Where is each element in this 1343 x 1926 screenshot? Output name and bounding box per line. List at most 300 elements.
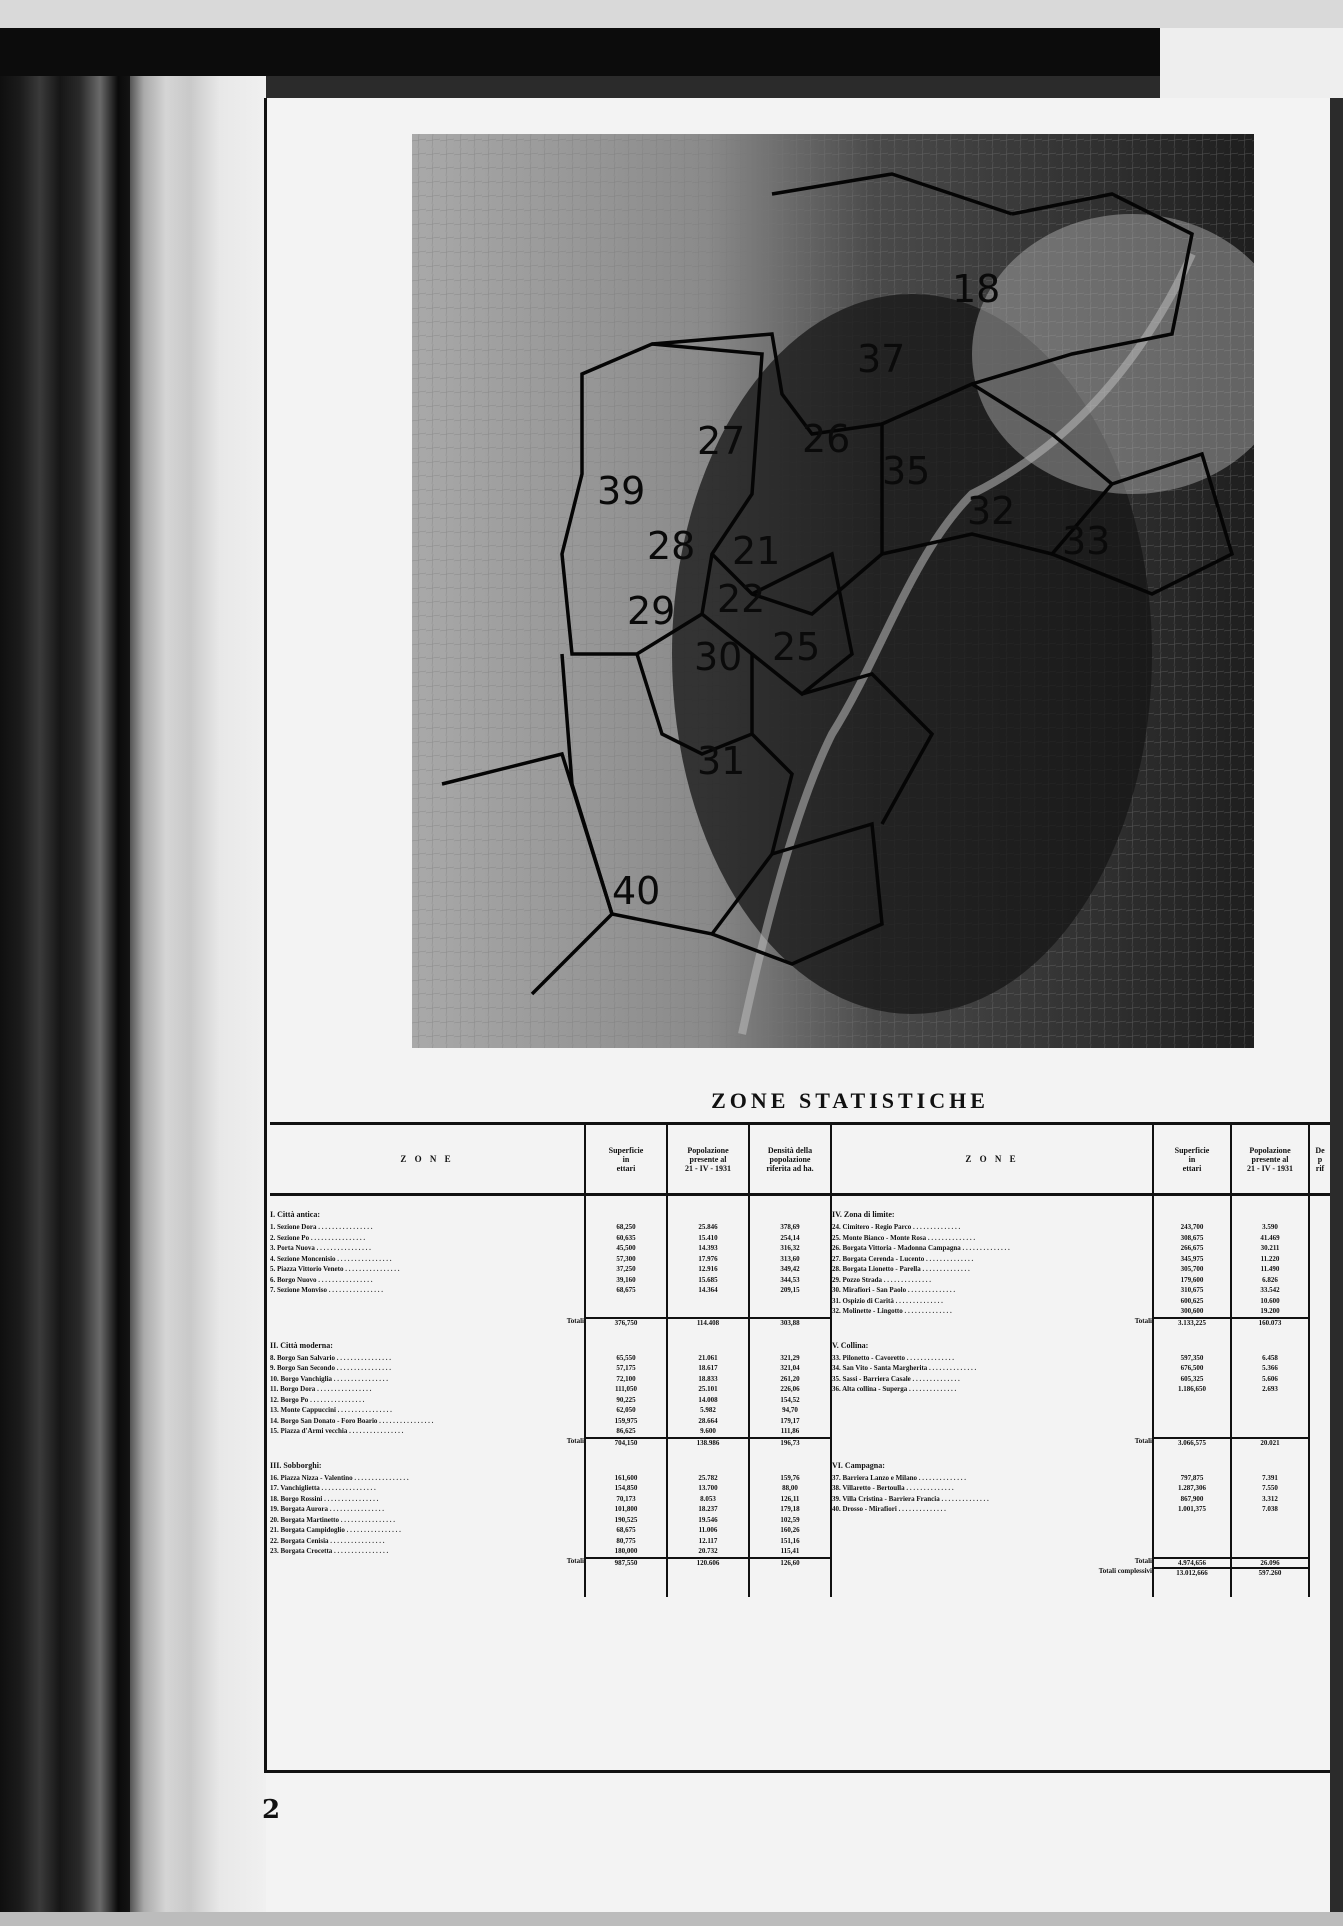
zone-population: 30.211 <box>1260 1244 1280 1252</box>
total-density: 303,88 <box>750 1317 830 1327</box>
table-cell <box>270 1437 585 1447</box>
zone-area: 57,175 <box>616 1364 636 1372</box>
map-zone-label: 30 <box>694 635 743 679</box>
zone-name: 24. Cimitero - Regio Parco <box>832 1223 912 1231</box>
section-title: I. Città antica: <box>270 1210 320 1219</box>
zone-population: 25.101 <box>698 1385 718 1393</box>
zone-density: 378,69 <box>780 1223 800 1231</box>
zone-population: 25.782 <box>698 1473 718 1482</box>
table-section-row <box>270 1327 1330 1437</box>
zone-area: 1.001,375 <box>1178 1505 1206 1513</box>
zone-area: 1.287,306 <box>1178 1484 1206 1492</box>
zone-name: 20. Borgata Martinetto <box>270 1515 340 1524</box>
zone-population: 18.833 <box>698 1374 718 1383</box>
zone-name: 32. Molinette - Lingotto <box>832 1307 903 1315</box>
table-cell <box>1231 1317 1309 1327</box>
leader-dots: . . . . . . . . . . . . . . . . <box>344 1526 401 1534</box>
table-cell <box>1153 1317 1231 1327</box>
header-density-line: riferita ad ha. <box>766 1163 814 1173</box>
leader-dots: . . . . . . . . . . . . . . . . <box>326 1286 383 1294</box>
map-zone-label: 37 <box>857 337 906 381</box>
table-cell <box>749 1567 831 1597</box>
zone-population: 19.200 <box>1260 1307 1280 1315</box>
table-row <box>270 1483 584 1494</box>
leader-dots: . . . . . . . . . . . . . . <box>907 1385 957 1393</box>
table-cell <box>585 1447 667 1557</box>
total-area: 3.066,575 <box>1154 1437 1230 1447</box>
leader-dots: . . . . . . . . . . . . . . <box>904 1353 954 1362</box>
section-title-spacer <box>586 1341 666 1353</box>
table-row <box>270 1473 584 1484</box>
leader-dots: . . . . . . . . . . . . . . . . <box>322 1494 379 1503</box>
zone-population: 15.410 <box>698 1233 718 1242</box>
leader-dots: . . . . . . . . . . . . . . . . <box>308 1395 365 1404</box>
table-cell <box>585 1195 667 1317</box>
zone-name: 36. Alta collina - Superga <box>832 1385 908 1393</box>
leader-dots: . . . . . . . . . . . . . . . . <box>377 1416 434 1425</box>
zone-density: 321,04 <box>780 1364 800 1372</box>
table-row <box>270 1426 584 1437</box>
total-population: 26.096 <box>1232 1557 1308 1567</box>
header-area-line: in <box>622 1154 630 1164</box>
table-row <box>270 1384 584 1395</box>
section-title: III. Sobborghi: <box>270 1460 322 1470</box>
section-title-spacer <box>1232 1461 1308 1473</box>
map-zone-label: 25 <box>772 625 821 669</box>
table-row <box>832 1285 1152 1296</box>
zone-name: 11. Borgo Dora <box>270 1385 316 1393</box>
zone-density: 160,26 <box>780 1526 800 1534</box>
zone-density: 126,11 <box>780 1494 800 1503</box>
zone-area: 161,600 <box>614 1473 638 1482</box>
leader-dots: . . . . . . . . . . . . . . <box>920 1265 970 1273</box>
section-title-spacer <box>586 1210 666 1222</box>
table-cell <box>270 1557 585 1567</box>
table-cell <box>1309 1567 1330 1597</box>
scan-left-shadow <box>0 76 130 1926</box>
leader-dots: . . . . . . . . . . . . . . . . <box>334 1364 391 1372</box>
table-row <box>270 1525 584 1536</box>
table-section-row <box>270 1447 1330 1557</box>
zone-population: 25.846 <box>698 1223 718 1231</box>
table-cell <box>667 1447 749 1557</box>
leader-dots: . . . . . . . . . . . . . . . . <box>343 1265 400 1273</box>
header-density <box>749 1124 831 1195</box>
zone-density: 179,18 <box>780 1505 800 1513</box>
header-density-right-line: De <box>1315 1145 1325 1155</box>
table-row <box>270 1222 584 1233</box>
zone-area: 190,525 <box>614 1515 638 1524</box>
table-cell <box>667 1567 749 1597</box>
header-density-right-line: p <box>1317 1154 1323 1164</box>
zone-name: 21. Borgata Campidoglio <box>270 1526 345 1534</box>
table-cell <box>1309 1327 1330 1437</box>
leader-dots: . . . . . . . . . . . . . . . . <box>328 1536 385 1545</box>
zone-name: 23. Borgata Crocetta <box>270 1547 333 1555</box>
table-cell <box>831 1447 1153 1557</box>
page-title: ZONE STATISTICHE <box>711 1088 989 1113</box>
table-cell <box>667 1327 749 1437</box>
zone-name: 22. Borgata Cenisia <box>270 1536 329 1545</box>
table-cell <box>1231 1447 1309 1557</box>
zone-population: 11.006 <box>698 1526 718 1534</box>
zone-population: 8.053 <box>700 1494 716 1503</box>
map-zone-label: 39 <box>597 469 646 513</box>
zone-name: 1. Sezione Dora <box>270 1223 317 1231</box>
table-cell <box>831 1195 1153 1317</box>
zone-area: 600,625 <box>1180 1296 1204 1305</box>
header-population-line: 21 - IV - 1931 <box>684 1163 732 1173</box>
table-cell <box>1231 1195 1309 1317</box>
table-cell <box>1231 1557 1309 1567</box>
table-grand-total-row <box>270 1567 1330 1597</box>
zone-area: 310,675 <box>1180 1286 1204 1294</box>
zone-population: 12.916 <box>698 1265 718 1273</box>
section-title-spacer <box>1154 1210 1230 1222</box>
table-cell <box>1309 1557 1330 1567</box>
table-cell <box>585 1567 667 1597</box>
table-total-row <box>270 1557 1330 1567</box>
zone-area: 605,325 <box>1180 1374 1204 1383</box>
table-cell <box>667 1317 749 1327</box>
zone-density: 313,60 <box>780 1254 800 1263</box>
table-cell <box>667 1195 749 1317</box>
table-cell <box>1153 1195 1231 1317</box>
zone-density: 154,52 <box>780 1395 800 1404</box>
header-area-line: ettari <box>616 1163 636 1173</box>
zone-density: 94,70 <box>782 1406 798 1414</box>
zone-population: 15.685 <box>698 1275 718 1284</box>
zone-population: 7.391 <box>1262 1473 1278 1482</box>
total-population: 20.021 <box>1232 1437 1308 1447</box>
zone-name: 26. Borgata Vittoria - Madonna Campagna <box>832 1244 961 1252</box>
leader-dots: . . . . . . . . . . . . . . . . <box>309 1233 366 1242</box>
zone-density: 115,41 <box>780 1547 800 1555</box>
zone-density: 321,29 <box>780 1353 800 1362</box>
grand-total-population: 597.260 <box>1232 1567 1308 1577</box>
table-row <box>832 1483 1152 1494</box>
zone-area: 676,500 <box>1180 1364 1204 1372</box>
header-area-right-line: ettari <box>1182 1163 1202 1173</box>
scan-white-corner <box>1160 28 1343 98</box>
table-header-row <box>270 1124 1330 1195</box>
table-cell <box>270 1447 585 1557</box>
map-zone-label: 40 <box>612 869 661 913</box>
grand-total-area: 13.012,666 <box>1154 1567 1230 1577</box>
table-cell <box>749 1557 831 1567</box>
table-row <box>270 1504 584 1515</box>
zone-area: 179,600 <box>1180 1275 1204 1284</box>
table-row <box>832 1353 1152 1364</box>
table-row <box>270 1395 584 1406</box>
leader-dots: . . . . . . . . . . . . . . . . <box>316 1275 373 1284</box>
table-row <box>832 1504 1152 1515</box>
leader-dots: . . . . . . . . . . . . . . <box>916 1473 966 1482</box>
zone-name: 31. Ospizio di Carità <box>832 1296 894 1305</box>
zone-density: 261,20 <box>780 1374 800 1383</box>
section-title: II. Città moderna: <box>270 1340 333 1350</box>
header-population-right <box>1231 1124 1309 1195</box>
zone-name: 19. Borgata Aurora <box>270 1505 329 1513</box>
table-row <box>270 1243 584 1254</box>
table-row <box>832 1494 1152 1505</box>
table-cell <box>831 1567 1153 1597</box>
table-row <box>832 1296 1152 1307</box>
zone-name: 34. San Vito - Santa Margherita <box>832 1364 928 1372</box>
scan-black-bar <box>0 28 1160 76</box>
header-population-line: presente al <box>689 1154 727 1164</box>
zone-name: 33. Pilonetto - Cavoretto <box>832 1353 905 1362</box>
zone-population: 9.600 <box>700 1427 716 1435</box>
total-population: 114.408 <box>668 1317 748 1327</box>
map-zone-label: 27 <box>697 419 746 463</box>
leader-dots: . . . . . . . . . . . . . . . . <box>316 1223 373 1231</box>
zone-name: 5. Piazza Vittorio Veneto <box>270 1265 344 1273</box>
zone-density: 209,15 <box>780 1286 800 1294</box>
table-cell <box>1231 1437 1309 1447</box>
table-row <box>270 1363 584 1374</box>
section-title: VI. Campagna: <box>832 1460 885 1470</box>
section-title: IV. Zona di limite: <box>832 1210 895 1219</box>
total-label: Totali <box>566 1556 584 1565</box>
zone-population: 14.393 <box>698 1244 718 1252</box>
leader-dots: . . . . . . . . . . . . . . <box>927 1364 977 1372</box>
leader-dots: . . . . . . . . . . . . . . <box>881 1275 931 1284</box>
table-cell <box>270 1195 585 1317</box>
zone-area: 65,550 <box>616 1353 636 1362</box>
table-row <box>270 1264 584 1275</box>
leader-dots: . . . . . . . . . . . . . . <box>904 1484 954 1492</box>
leader-dots: . . . . . . . . . . . . . . . . <box>315 1385 372 1393</box>
total-area: 376,750 <box>586 1317 666 1327</box>
zone-name: 7. Sezione Monviso <box>270 1286 327 1294</box>
zone-area: 154,850 <box>614 1484 638 1492</box>
header-density-right <box>1309 1124 1330 1195</box>
total-label: Totali <box>566 1316 584 1325</box>
zone-population: 5.982 <box>700 1406 716 1414</box>
header-population-right-line: presente al <box>1251 1154 1289 1164</box>
table-cell <box>1309 1437 1330 1447</box>
zone-name: 10. Borgo Vanchiglia <box>270 1374 333 1383</box>
table-cell <box>585 1317 667 1327</box>
zone-name: 9. Borgo San Secondo <box>270 1364 335 1372</box>
table-section-row <box>270 1195 1330 1317</box>
page-frame-bottom <box>264 1770 1330 1773</box>
table-cell <box>270 1327 585 1437</box>
table-row <box>270 1353 584 1364</box>
section-title-spacer <box>1310 1210 1330 1222</box>
table-row <box>270 1285 584 1296</box>
zone-name: 38. Villaretto - Bertoulla <box>832 1484 905 1492</box>
zone-population: 11.490 <box>1260 1265 1280 1273</box>
leader-dots: . . . . . . . . . . . . . . <box>924 1254 974 1263</box>
table-cell <box>749 1327 831 1437</box>
table-cell <box>1153 1557 1231 1567</box>
table-row <box>270 1515 584 1526</box>
zone-statistics-table <box>270 1122 1330 1597</box>
map-zone-label: 28 <box>647 524 696 568</box>
table-cell <box>585 1327 667 1437</box>
table-row <box>832 1384 1152 1395</box>
table-row <box>832 1243 1152 1254</box>
header-area-right <box>1153 1124 1231 1195</box>
zone-area: 37,250 <box>616 1265 636 1273</box>
leader-dots: . . . . . . . . . . . . . . . . <box>319 1484 376 1492</box>
table-cell <box>585 1557 667 1567</box>
zone-area: 243,700 <box>1180 1223 1204 1231</box>
table-row <box>270 1546 584 1557</box>
zone-population: 20.732 <box>698 1547 718 1555</box>
table-cell <box>831 1327 1153 1437</box>
table-cell <box>749 1437 831 1447</box>
map-zone-label: 35 <box>882 449 931 493</box>
zone-area: 68,675 <box>616 1526 636 1534</box>
zone-name: 14. Borgo San Donato - Foro Boario <box>270 1416 378 1425</box>
leader-dots: . . . . . . . . . . . . . . . . <box>332 1374 389 1383</box>
table-cell <box>1153 1437 1231 1447</box>
table-cell <box>1309 1447 1330 1557</box>
table-row <box>270 1494 584 1505</box>
total-label: Totali <box>1134 1556 1152 1565</box>
table-cell <box>1231 1327 1309 1437</box>
header-zone-right: Z O N E <box>831 1124 1153 1195</box>
zone-population: 6.826 <box>1262 1275 1278 1284</box>
leader-dots: . . . . . . . . . . . . . . . . <box>352 1473 409 1482</box>
section-title-spacer <box>1232 1341 1308 1353</box>
zone-name: 18. Borgo Rossini <box>270 1494 323 1503</box>
zone-density: 159,76 <box>780 1473 800 1482</box>
header-area-right-line: Superficie <box>1174 1145 1210 1155</box>
zone-population: 21.061 <box>698 1353 718 1362</box>
zone-name: 8. Borgo San Salvario <box>270 1353 335 1362</box>
section-title-spacer <box>1310 1461 1330 1473</box>
leader-dots: . . . . . . . . . . . . . . <box>893 1296 943 1305</box>
zone-density: 226,06 <box>780 1385 800 1393</box>
leader-dots: . . . . . . . . . . . . . . . . <box>335 1406 392 1414</box>
header-area <box>585 1124 667 1195</box>
zone-population: 7.038 <box>1262 1505 1278 1513</box>
table-cell <box>585 1437 667 1447</box>
table-row <box>270 1405 584 1416</box>
header-zone: Z O N E <box>270 1124 585 1195</box>
zone-population: 18.617 <box>698 1364 718 1372</box>
zone-area: 266,675 <box>1180 1244 1204 1252</box>
zone-population: 7.550 <box>1262 1484 1278 1492</box>
leader-dots: . . . . . . . . . . . . . . . . <box>339 1515 396 1524</box>
zone-name: 25. Monte Bianco - Monte Rosa <box>832 1233 927 1242</box>
table-cell <box>1231 1567 1309 1597</box>
section-title-spacer <box>668 1461 748 1473</box>
page-frame-left <box>264 98 267 1772</box>
zone-population: 33.542 <box>1260 1286 1280 1294</box>
leader-dots: . . . . . . . . . . . . . . <box>926 1233 976 1242</box>
table-row <box>832 1254 1152 1265</box>
leader-dots: . . . . . . . . . . . . . . . . <box>328 1505 385 1513</box>
section-title-spacer <box>1232 1210 1308 1222</box>
leader-dots: . . . . . . . . . . . . . . <box>896 1505 946 1513</box>
zone-density: 88,00 <box>782 1484 798 1492</box>
leader-dots: . . . . . . . . . . . . . . <box>906 1286 956 1294</box>
zone-population: 3.590 <box>1262 1223 1278 1231</box>
zone-area: 111,050 <box>615 1385 637 1393</box>
zone-area: 797,875 <box>1180 1473 1204 1482</box>
total-label: Totali <box>1134 1316 1152 1325</box>
zone-area: 57,300 <box>616 1254 636 1263</box>
zone-population: 10.600 <box>1260 1296 1280 1305</box>
zone-name: 29. Pozzo Strada <box>832 1275 882 1284</box>
table-row <box>270 1536 584 1547</box>
table-row <box>270 1374 584 1385</box>
header-area-right-line: in <box>1188 1154 1196 1164</box>
zone-name: 39. Villa Cristina - Barriera Francia <box>832 1494 940 1503</box>
leader-dots: . . . . . . . . . . . . . . <box>911 1223 961 1231</box>
total-density: 126,60 <box>750 1557 830 1567</box>
zone-population: 2.693 <box>1262 1385 1278 1393</box>
section-title-spacer <box>750 1461 830 1473</box>
zone-name: 27. Borgata Cerenda - Lucento <box>832 1254 925 1263</box>
zone-population: 12.117 <box>698 1536 718 1545</box>
zone-density: 316,32 <box>780 1244 800 1252</box>
zone-name: 30. Mirafiori - San Paolo <box>832 1286 907 1294</box>
header-density-right-line: rif <box>1315 1163 1325 1173</box>
zone-area: 180,000 <box>614 1547 638 1555</box>
zone-name: 37. Barriera Lanzo e Milano <box>832 1473 917 1482</box>
zone-area: 80,775 <box>616 1536 636 1545</box>
section-title-spacer <box>586 1461 666 1473</box>
leader-dots: . . . . . . . . . . . . . . <box>960 1244 1010 1252</box>
table-cell <box>749 1195 831 1317</box>
zone-population: 41.469 <box>1260 1233 1280 1242</box>
zone-density: 254,14 <box>780 1233 800 1242</box>
zone-area: 345,975 <box>1180 1254 1204 1263</box>
zone-name: 40. Drosso - Mirafiori <box>832 1505 897 1513</box>
zone-name: 4. Sezione Moncenisio <box>270 1254 336 1263</box>
zone-name: 28. Borgata Lionetto - Parella <box>832 1265 921 1273</box>
zone-population: 13.700 <box>698 1484 718 1492</box>
table-cell <box>1153 1447 1231 1557</box>
map-zone-label: 32 <box>967 489 1016 533</box>
header-population <box>667 1124 749 1195</box>
table-cell <box>749 1447 831 1557</box>
table-cell <box>1153 1567 1231 1597</box>
zone-name: 3. Porta Nuova <box>270 1244 315 1252</box>
zone-population: 19.546 <box>698 1515 718 1524</box>
zone-area: 1.186,650 <box>1178 1385 1206 1393</box>
zone-population: 3.312 <box>1262 1494 1278 1503</box>
section-title: V. Collina: <box>832 1340 869 1350</box>
zone-density: 151,16 <box>780 1536 800 1545</box>
table-cell <box>831 1437 1153 1447</box>
zone-name: 35. Sassi - Barriera Casale <box>832 1374 911 1383</box>
zone-population: 18.237 <box>698 1505 718 1513</box>
section-title-spacer <box>1154 1461 1230 1473</box>
header-population-line: Popolazione <box>687 1145 729 1155</box>
zone-area: 39,160 <box>616 1275 636 1284</box>
map-zone-label: 22 <box>717 577 766 621</box>
total-population: 160.073 <box>1232 1317 1308 1327</box>
table-row <box>832 1473 1152 1484</box>
grand-total-label: Totali complessivi <box>1098 1566 1152 1575</box>
zone-population: 14.364 <box>698 1286 718 1294</box>
zone-area: 300,600 <box>1180 1307 1204 1315</box>
book-spine <box>130 76 266 1926</box>
zone-name: 2. Sezione Po <box>270 1233 310 1242</box>
table-cell <box>749 1317 831 1327</box>
map-zone-label: 18 <box>952 267 1001 311</box>
leader-dots: . . . . . . . . . . . . . . . . <box>314 1244 371 1252</box>
zone-density: 344,53 <box>780 1275 800 1284</box>
leader-dots: . . . . . . . . . . . . . . <box>910 1374 960 1383</box>
